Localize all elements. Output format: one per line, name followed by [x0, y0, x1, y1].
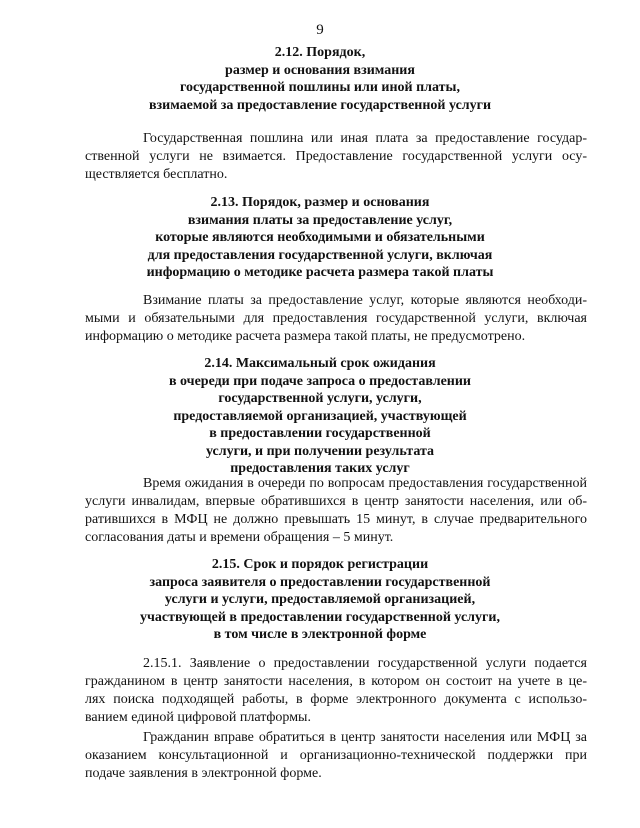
heading-line: 2.14. Максимальный срок ожидания	[204, 356, 436, 371]
heading-line: взимания платы за предоставление услуг,	[187, 212, 453, 228]
text-line: гражданином в центр занятости населения, в котором он состоит на учете в це-	[85, 674, 587, 689]
heading-line: в том числе в электронной форме	[213, 627, 427, 642]
heading-line: государственной услуги, услуги,	[218, 391, 422, 406]
heading-line: в очереди при подаче запроса о предоставлении	[168, 373, 472, 389]
heading-line: запроса заявителя о предоставлении государственной	[149, 574, 491, 590]
heading-line: участвующей в предоставлении государственной услуги,	[140, 609, 500, 625]
text-line: Взимание платы за предоставление услуг, которые являются необходи-	[143, 293, 587, 308]
section-heading-2-14	[60, 355, 580, 478]
heading-line: услуги и услуги, предоставляемой организацией,	[164, 592, 476, 607]
heading-line: взимаемой за предоставление государственной услуги	[148, 97, 492, 113]
heading-line: предоставляемой организацией, участвующей	[173, 408, 467, 424]
section-heading-2-12	[60, 44, 580, 114]
page-number: 9	[316, 22, 324, 38]
text-line: ществляется бесплатно.	[85, 167, 228, 182]
heading-line: услуги, и при получении результата	[205, 443, 435, 459]
paragraph-2-14	[85, 475, 587, 547]
text-line: Государственная пошлина или иная плата за предоставление государ-	[143, 131, 587, 146]
paragraph-2-15-2	[85, 729, 587, 783]
text-line: Гражданин вправе обратиться в центр занятости населения или МФЦ за	[143, 730, 587, 745]
heading-line: 2.13. Порядок, размер и основания	[210, 195, 430, 210]
text-line: услуги инвалидам, впервые обратившихся в центр занятости населения, или об-	[85, 494, 587, 509]
heading-line: которые являются необходимыми и обязательными	[155, 230, 485, 245]
paragraph-2-15-1	[85, 655, 587, 727]
text-line: 2.15.1. Заявление о предоставлении государственной услуги подается	[143, 656, 587, 671]
text-line: ванием единой цифровой платформы.	[85, 710, 311, 725]
paragraph-2-12	[85, 130, 587, 184]
text-line: мыми и обязательными для предоставления государственной услуги, включая	[85, 311, 587, 326]
text-line: информацию о методике расчета размера такой платы, не предусмотрено.	[85, 329, 526, 344]
heading-line: в предоставлении государственной	[209, 426, 431, 441]
text-line: подаче заявления в электронной форме.	[85, 766, 322, 781]
heading-line: информацию о методике расчета размера такой платы	[146, 265, 494, 280]
section-heading-2-13	[60, 194, 580, 282]
heading-line: 2.12. Порядок,	[274, 45, 366, 60]
text-line: Время ожидания в очереди по вопросам предоставления государственной	[143, 476, 587, 491]
paragraph-2-13	[85, 292, 587, 346]
text-line: ратившихся в МФЦ не должно превышать 15 минут, в случае предварительного	[85, 512, 587, 527]
section-heading-2-15	[60, 556, 580, 644]
text-line: согласования даты и времени обращения – 5 минут.	[85, 530, 394, 545]
text-line: лях поиска подходящей работы, в форме электронного документа с использо-	[85, 692, 587, 707]
heading-line: 2.15. Срок и порядок регистрации	[211, 557, 429, 572]
text-line: оказанием консультационной и организационно-технической поддержки при	[85, 748, 587, 763]
heading-line: для предоставления государственной услуги, включая	[147, 247, 493, 263]
heading-line: размер и основания взимания	[225, 62, 415, 78]
heading-line: предоставления таких услуг	[230, 461, 410, 476]
text-line: ственной услуги не взимается. Предоставление государственной услуги осу-	[85, 149, 587, 164]
heading-line: государственной пошлины или иной платы,	[180, 80, 460, 95]
